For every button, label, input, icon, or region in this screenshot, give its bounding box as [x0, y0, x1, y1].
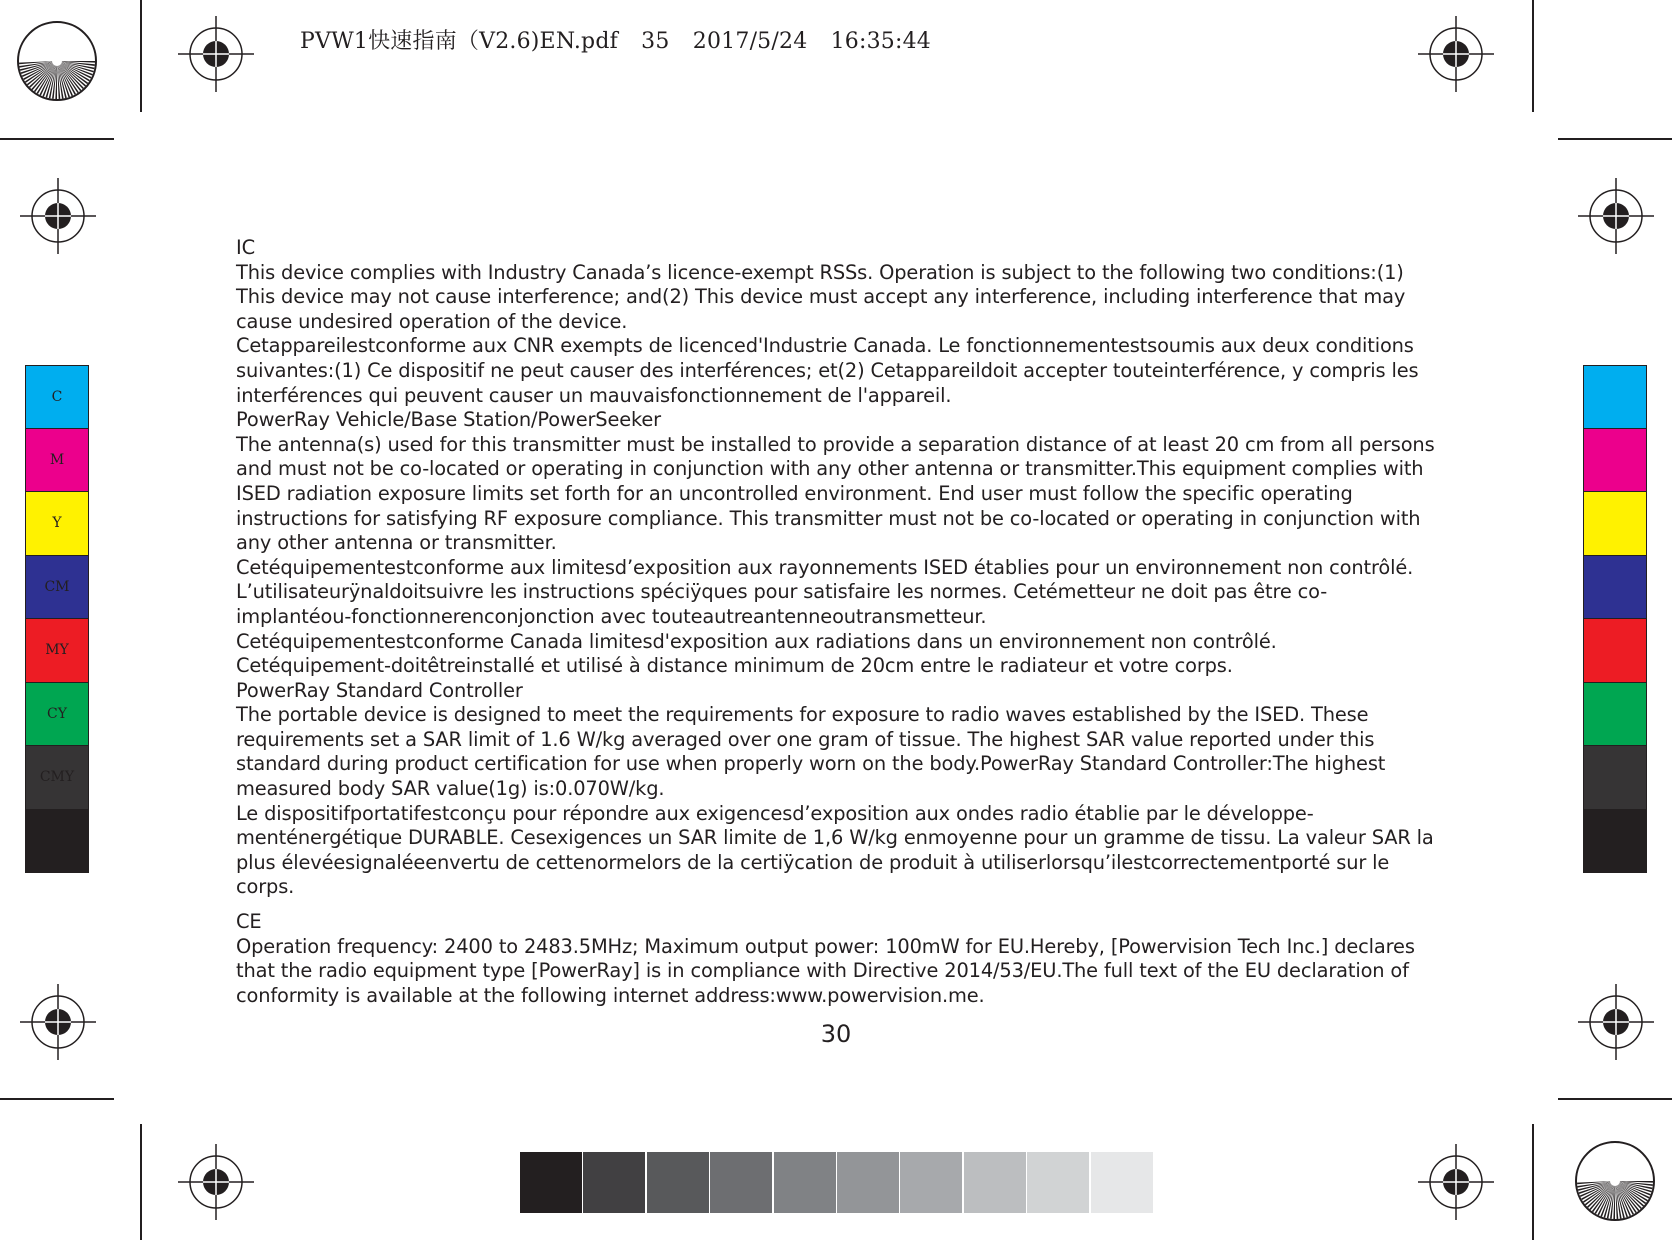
- slug-page: 35: [641, 29, 670, 54]
- color-swatch: [1583, 746, 1647, 810]
- gray-swatch: [1091, 1152, 1153, 1213]
- star-target-icon: [1574, 1140, 1656, 1222]
- vehicle-french-1: Cetéquipementestconforme aux limitesd’exposition aux rayonnements ISED établies pour un environnement non contrôlé. L’utilisateurÿnaldoitsuivre les instructions spéciÿques pour satisfaire les normes. Cetémetteur ne doit pas être co-implantéou-fonctionnerenconjonction avec touteautreantenneoutransmetteur.: [236, 555, 1414, 628]
- ic-english: This device complies with Industry Canada’s licence-exempt RSSs. Operation is subject to the following two conditions:(1) This device may not cause interference; and(2) This device must accept any interference, including interference that may cause undesired operation of the device.: [236, 260, 1406, 333]
- slug-filename: PVW1快速指南（V2.6)EN.pdf: [300, 29, 618, 54]
- vehicle-heading: PowerRay Vehicle/Base Station/PowerSeeker: [236, 408, 662, 432]
- slug-time: 16:35:44: [830, 29, 932, 54]
- color-swatch: [1583, 619, 1647, 683]
- registration-mark-icon: [178, 1144, 254, 1220]
- gray-ramp: [520, 1152, 1154, 1213]
- crop-mark: [1558, 1098, 1672, 1100]
- gray-swatch: [647, 1152, 709, 1213]
- color-swatch: [1583, 683, 1647, 747]
- color-swatch: [25, 810, 89, 874]
- color-swatch: Y: [25, 492, 89, 556]
- color-swatch: [1583, 365, 1647, 429]
- compliance-text: [236, 236, 1436, 1008]
- crop-mark: [1532, 0, 1534, 112]
- controller-french: Le dispositifportatifestconçu pour répondre aux exigencesd’exposition aux ondes radio établie par le développe-menténergétique DURABLE. Cesexigences un SAR limite de 1,6 W/kg enmoyenne pour un gramme de tissu. La valeur SAR la plus élevéesignaléeenvertu de cettenormelors de la certiÿcation de produit à utiliserlorsqu’ilestcorrectementporté sur le corps.: [236, 801, 1434, 899]
- page-number: 30: [820, 1020, 852, 1048]
- crop-mark: [1558, 138, 1672, 140]
- registration-mark-icon: [20, 178, 96, 254]
- controller-english: The portable device is designed to meet the requirements for exposure to radio waves established by the ISED. These requirements set a SAR limit of 1.6 W/kg averaged over one gram of tissue. The highest SAR value reported under this standard during product certification for use when properly worn on the body.PowerRay Standard Controller:The highest measured body SAR value(1g) is:0.070W/kg.: [236, 703, 1386, 801]
- ic-french: Cetappareilestconforme aux CNR exempts de licenced'Industrie Canada. Le fonctionnementestsoumis aux deux conditions suivantes:(1) Ce dispositif ne peut causer des interférences; et(2) Cetappareildoit accepter touteinterférence, y compris les interférences qui peuvent causer un mauvaisfonctionnement de l'appareil.: [236, 334, 1419, 407]
- color-swatch: [1583, 429, 1647, 493]
- color-swatch: CM: [25, 556, 89, 620]
- gray-swatch: [837, 1152, 899, 1213]
- ce-heading: CE: [236, 910, 262, 934]
- star-target-icon: [16, 20, 98, 102]
- color-swatch: [1583, 810, 1647, 874]
- gray-swatch: [964, 1152, 1026, 1213]
- slug-date: 2017/5/24: [692, 29, 808, 54]
- color-swatch: [1583, 556, 1647, 620]
- registration-mark-icon: [1418, 1144, 1494, 1220]
- crop-mark: [140, 1124, 142, 1240]
- color-swatch: MY: [25, 619, 89, 683]
- gray-swatch: [520, 1152, 582, 1213]
- gray-swatch: [583, 1152, 645, 1213]
- color-swatch: CY: [25, 683, 89, 747]
- color-swatch: C: [25, 365, 89, 429]
- registration-mark-icon: [178, 16, 254, 92]
- color-swatch: [1583, 492, 1647, 556]
- crop-mark: [1532, 1124, 1534, 1240]
- color-bar-right: [1583, 365, 1647, 873]
- gray-swatch: [774, 1152, 836, 1213]
- vehicle-english: The antenna(s) used for this transmitter must be installed to provide a separation distance of at least 20 cm from all persons and must not be co-located or operating in conjunction with any other antenna or transmitter.This equipment complies with ISED radiation exposure limits set forth for an uncontrolled environment. End user must follow the specific operating instructions for satisfying RF exposure compliance. This transmitter must not be co-located or operating in conjunction with any other antenna or transmitter.: [236, 432, 1435, 555]
- ce-text: Operation frequency: 2400 to 2483.5MHz; Maximum output power: 100mW for EU.Hereby, [Powervision Tech Inc.] declares that the radio equipment type [PowerRay] is in compliance with Directive 2014/53/EU.The full text of the EU declaration of conformity is available at the following internet address:www.powervision.me.: [236, 934, 1415, 1007]
- print-slug: [300, 24, 947, 55]
- registration-mark-icon: [1578, 178, 1654, 254]
- crop-mark: [0, 138, 114, 140]
- ic-heading: IC: [236, 236, 255, 259]
- gray-swatch: [710, 1152, 772, 1213]
- gray-swatch: [900, 1152, 962, 1213]
- crop-mark: [0, 1098, 114, 1100]
- color-swatch: M: [25, 429, 89, 493]
- gray-swatch: [1027, 1152, 1089, 1213]
- color-bar-left: [25, 365, 89, 873]
- registration-mark-icon: [1418, 16, 1494, 92]
- controller-heading: PowerRay Standard Controller: [236, 678, 523, 702]
- crop-mark: [140, 0, 142, 112]
- color-swatch: CMY: [25, 746, 89, 810]
- vehicle-french-2: Cetéquipementestconforme Canada limitesd'exposition aux radiations dans un environnement non contrôlé. Cetéquipement-doitêtreinstallé et utilisé à distance minimum de 20cm entre le radiateur et votre corps.: [236, 629, 1277, 678]
